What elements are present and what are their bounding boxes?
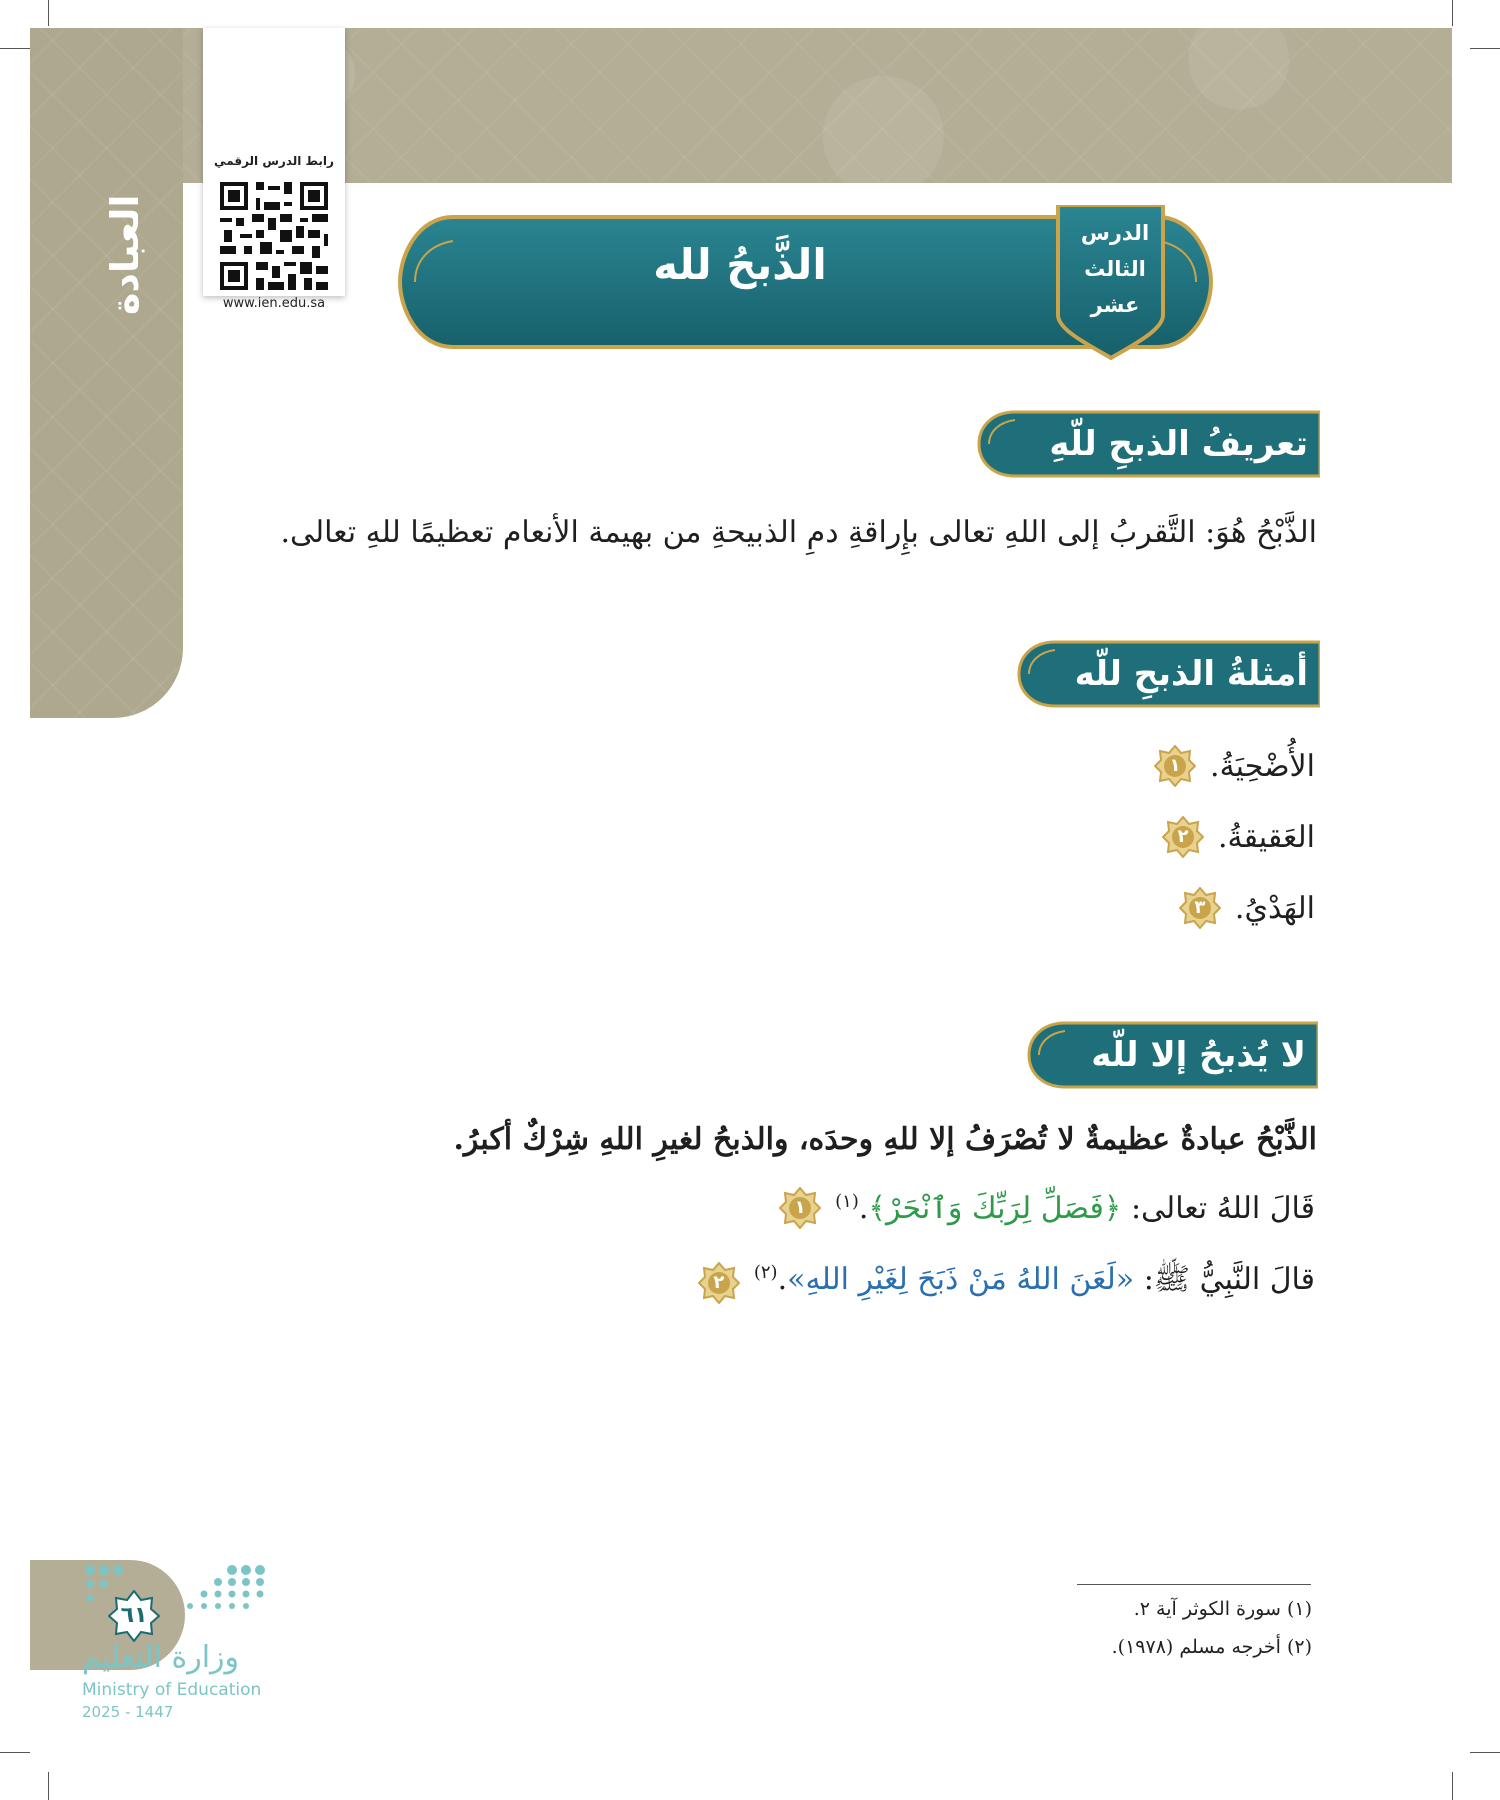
- crop-mark: [1470, 1752, 1500, 1753]
- list-item: [1162, 816, 1315, 858]
- example-text: الأُضْحِيَةُ.: [1210, 748, 1315, 784]
- list-item: [1154, 745, 1315, 787]
- footnote-ref[interactable]: (١): [835, 1190, 859, 1212]
- ministry-name-en: Ministry of Education: [82, 1680, 262, 1700]
- example-text: العَقيقةُ.: [1218, 819, 1315, 855]
- section-header-examples: [1015, 636, 1320, 712]
- evidence-text: [835, 1191, 1315, 1226]
- footnote: (١) سورة الكوثر آية ٢.: [1133, 1598, 1312, 1620]
- badge-number: ١: [794, 1197, 806, 1218]
- unit-title: العبادة: [103, 194, 147, 316]
- evidence-suffix: .: [777, 1262, 788, 1297]
- qr-card[interactable]: [203, 28, 345, 311]
- evidence-prefix: قَالَ اللهُ تعالى:: [1130, 1190, 1315, 1226]
- number-badge: [698, 1262, 740, 1304]
- qr-label: رابط الدرس الرقمي: [214, 154, 334, 168]
- number-badge: [779, 1187, 821, 1229]
- definition-text: الذَّبْحُ هُوَ: التَّقربُ إلى اللهِ تعالى بإِراقةِ دمِ الذبيحةِ من بهيمة الأنعام تعظيمًا للهِ تعالى.: [280, 515, 1317, 550]
- crop-mark: [0, 48, 30, 49]
- badge-number: ٢: [1177, 826, 1189, 847]
- number-badge: [1154, 745, 1196, 787]
- crop-mark: [1452, 0, 1453, 26]
- section-header-definition: [975, 406, 1320, 482]
- lesson-number-line: الثالث: [1084, 257, 1146, 281]
- badge-number: ٣: [1194, 897, 1206, 918]
- section-title: أمثلةُ الذبحِ للّه: [1074, 654, 1308, 694]
- number-badge: [1179, 887, 1221, 929]
- footnote: (٢) أخرجه مسلم (١٩٧٨).: [1111, 1636, 1312, 1658]
- lesson-number-line: الدرس: [1080, 221, 1150, 245]
- evidence-prefix: قالَ النَّبِيُّ ﷺ:: [1143, 1262, 1315, 1297]
- badge-number: ١: [1169, 755, 1181, 776]
- evidence-item: [779, 1187, 1315, 1229]
- crop-mark: [1452, 1772, 1453, 1800]
- crop-mark: [0, 1752, 30, 1753]
- section-header-only-allah: [1025, 1017, 1318, 1093]
- footnote-ref[interactable]: (٢): [753, 1262, 778, 1283]
- badge-number: ٢: [713, 1271, 725, 1293]
- crop-mark: [48, 0, 49, 26]
- lesson-number-line: عشر: [1090, 293, 1140, 317]
- section-title: تعريفُ الذبحِ للّهِ: [1049, 424, 1308, 464]
- edition-year: 2025 - 1447: [82, 1703, 174, 1721]
- lesson-number: [1068, 215, 1162, 323]
- unit-side-panel: [30, 28, 183, 718]
- crop-mark: [1470, 48, 1500, 49]
- evidence-text: [754, 1261, 1315, 1304]
- evidence-suffix: .: [858, 1190, 869, 1226]
- lesson-title: الذَّبحُ لله: [653, 240, 827, 289]
- quran-verse: ﴿فَصَلِّ لِرَبِّكَ وَٱنْحَرْ﴾: [868, 1190, 1122, 1226]
- qr-url[interactable]: www.ien.edu.sa: [222, 296, 326, 311]
- crop-mark: [48, 1772, 49, 1800]
- section-title: لا يُذبحُ إلا للّه: [1091, 1035, 1306, 1075]
- example-text: الهَدْيُ.: [1234, 890, 1315, 926]
- footnote-divider: [1077, 1584, 1311, 1585]
- number-badge: [1162, 816, 1204, 858]
- hadith-text: «لَعَنَ اللهُ مَنْ ذَبَحَ لِغَيْرِ اللهِ»: [787, 1262, 1135, 1297]
- list-item: [1179, 887, 1315, 929]
- qr-code-icon[interactable]: [216, 178, 332, 294]
- ministry-name-ar: وزارة التعليم: [82, 1640, 240, 1675]
- page-number: ٦١: [120, 1603, 148, 1628]
- evidence-item: [698, 1261, 1315, 1304]
- statement-text: الذَّبْحُ عبادةٌ عظيمةٌ لا تُصْرَفُ إلا للهِ وحدَه، والذبحُ لغيرِ اللهِ شِرْكٌ أكبرُ.: [453, 1122, 1317, 1157]
